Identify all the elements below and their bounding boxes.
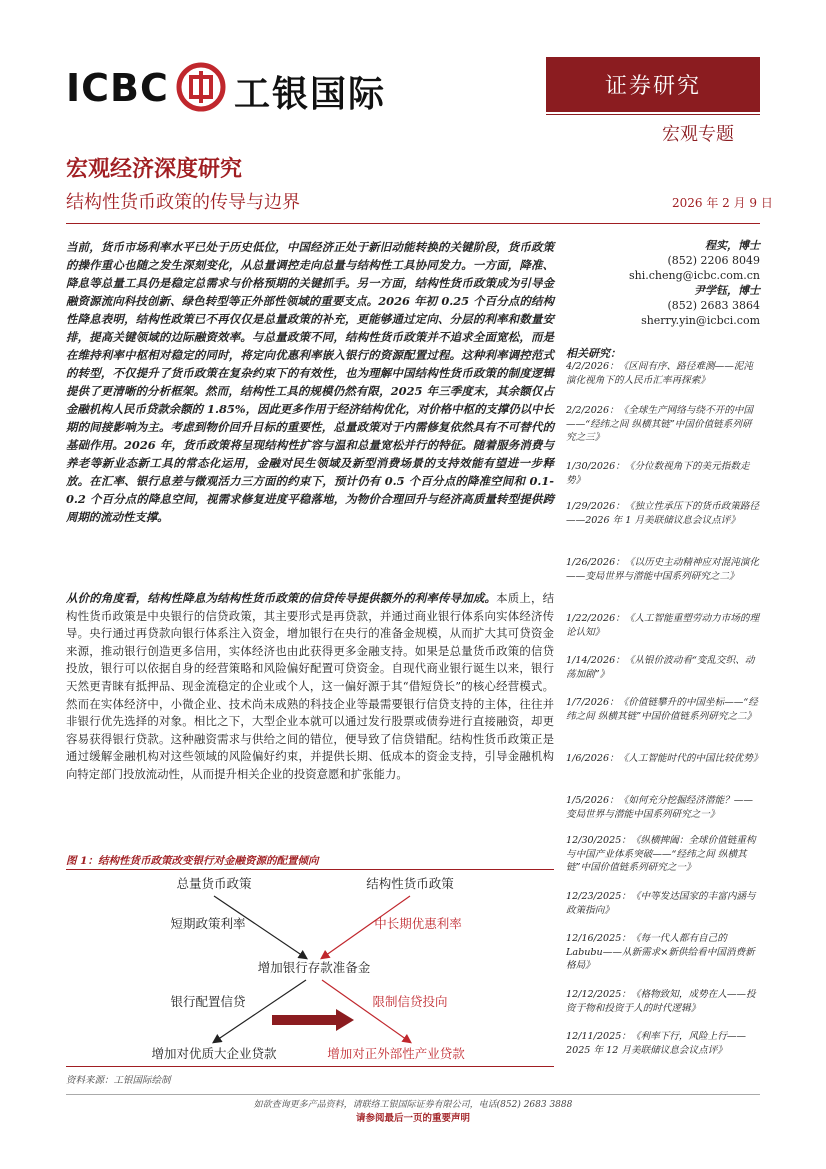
analyst-email[interactable]: sherry.yin@icbci.com [641,314,760,327]
figure-title: 图 1：结构性货币政策改变银行对金融资源的配置倾向 [66,855,319,867]
related-item[interactable]: 1/7/2026：《价值链攀升的中国坐标——“经纬之间 纵横其链”中国价值链系列研究之二》 [566,697,758,722]
node-total-policy: 总量货币政策 [176,876,252,891]
footer-contact: 如欲查询更多产品资料，请联络工银国际证券有限公司，电话(852) 2683 3888 [253,1100,573,1110]
related-title: 相关研究： [566,347,621,360]
related-item[interactable]: 4/2/2026：《区间有序、路径难测——泥沌演化视角下的人民币汇率再探索》 [566,361,753,386]
analyst-1 [566,238,760,283]
arrow-reserve-to-ext [322,980,410,1042]
related-item[interactable]: 12/23/2025：《中等发达国家的丰富内涵与政策指向》 [566,891,756,916]
figure-bottom-rule [66,1066,554,1067]
summary-paragraph: 当前，货币市场利率水平已处于历史低位，中国经济正处于新旧动能转换的关键阶段，货币政策的操作重心也随之发生深刻变化，从总量调控走向总量与结构性工具协同发力。一方面，降准、降息等总量工具仍是稳定总需求与价格预期的关键抓手。另一方面，结构性货币政策成为引导金融资源流向科技创新、绿色转型等正外部性领域的重要支点。2026 年初 0.25 个百分点的结构性降息表明，结构性政策已不再仅仅是总量政策的补充，更能够通过定向、分层的利率和数量安排，提高关键领域的边际融资效率。与总量政策不同，结构性货币政策并不追求全面宽松，而是在维持利率中枢相对稳定的同时，将定向优惠利率嵌入银行的资源配置过程。这种利率调控范式的转型，不仅提升了货币政策在复杂约束下的有效性，也为理解中国结构性货币政策的制度逻辑提供了更清晰的分析框架。然而，结构性工具的规模仍然有限，2025 年三季度末，其余额仅占金融机构人民币贷款余额的 1.85%，因此更多作用于经济结构优化，对价格中枢的支撑仍以中长期的间接影响为主。考虑到物价回升目标的重要性，总量政策对于内需修复依然具有不可替代的基础作用。2026 年，货币政策将呈现结构性扩容与温和总量宽松并行的特征。随着服务消费与养老等新业态新工具的常态化运用，金融对民生领域及新型消费场景的支持效能有望进一步释放。在汇率、银行息差与微观活力三方面的约束下，预计仍有 0.5 个百分点的降准空间和 0.1-0.2 个百分点的降息空间，视需求修复进度平稳落地，为物价合理回升与经济高质量转型提供跨周期的流动性支撑。 [66,240,554,524]
figure-source: 资料来源：工银国际绘制 [66,1075,171,1086]
related-item[interactable]: 1/26/2026：《以历史主动精神应对混沌演化——变局世界与潜能中国系列研究之二》 [566,557,760,582]
series-tag: 宏观专题 [662,124,734,145]
node-short-rate: 短期政策利率 [170,916,246,931]
node-reserve: 增加银行存款准备金 [257,960,371,975]
related-item[interactable]: 1/5/2026：《如何充分挖掘经济潜能？——变局世界与潜能中国系列研究之一》 [566,795,753,820]
body-paragraph [66,590,554,784]
analyst-2 [566,283,760,328]
category-banner: 证券研究 [546,57,760,112]
node-ext-loans: 增加对正外部性产业贷款 [327,1046,465,1061]
shift-arrow-icon [272,1009,354,1031]
related-item[interactable]: 1/30/2026：《分位数视角下的美元指数走势》 [566,461,750,486]
node-structural-policy: 结构性货币政策 [366,876,454,891]
related-item[interactable]: 12/12/2025：《格物致知，成势在人——投资于物和投资于人的时代逻辑》 [566,989,756,1014]
report-title: 宏观经济深度研究 [66,156,243,182]
footer-rule [66,1094,760,1095]
icbc-logo-cn: 工银国际 [234,74,387,115]
related-item[interactable]: 1/29/2026：《独立性承压下的货币政策路径——2026 年 1 月美联储议息会议点评》 [566,501,760,526]
analyst-email[interactable]: shi.cheng@icbc.com.cn [629,269,760,282]
related-item[interactable]: 12/11/2025：《利率下行，风险上行——2025 年 12 月美联储议息会议点评》 [566,1031,747,1056]
analyst-name: 程实，博士 [705,239,760,252]
body-lead: 从价的角度看，结构性降息为结构性货币政策的信贷传导提供额外的利率传导加成。 [66,591,497,605]
title-divider [66,223,760,224]
report-subtitle: 结构性货币政策的传导与边界 [66,192,300,213]
icbc-logo-text: ICBC [66,66,169,110]
banner-divider [546,114,760,115]
node-big-loans: 增加对优质大企业贷款 [151,1046,277,1061]
related-item[interactable]: 1/6/2026：《人工智能时代的中国比较优势》 [566,753,763,764]
related-item[interactable]: 1/22/2026：《人工智能重塑劳动力市场的理论认知》 [566,613,760,638]
footer-notice[interactable]: 请参阅最后一页的重要声明 [355,1113,470,1124]
node-limit-alloc: 限制信贷投向 [372,994,448,1009]
analyst-phone: (852) 2206 8049 [667,254,760,267]
node-long-rate: 中长期优惠利率 [374,916,462,931]
related-item[interactable]: 12/16/2025：《每一代人都有自己的 Labubu——从新需求×新供给看中国消费新格局》 [566,933,755,971]
analyst-name: 尹学钰，博士 [694,284,760,297]
node-bank-alloc: 银行配置信贷 [170,994,246,1009]
related-item[interactable]: 12/30/2025：《纵横捭阖：全球价值链重构与中国产业体系突破——“经纬之间 纵横其链”中国价值链系列研究之一》 [566,835,756,873]
arrow-reserve-to-big [214,980,306,1042]
related-item[interactable]: 1/14/2026：《从银价波动看“变乱交织、动荡加剧”》 [566,655,755,680]
report-date: 2026 年 2 月 9 日 [672,196,773,210]
icbc-seal-icon [176,62,226,112]
analyst-phone: (852) 2683 3864 [667,299,760,312]
related-item[interactable]: 2/2/2026：《全球生产网络与绕不开的中国——“经纬之间 纵横其链”中国价值链系列研究之三》 [566,405,753,443]
body-text: 本质上，结构性货币政策是中央银行的信贷政策，其主要形式是再贷款，并通过商业银行体系向实体经济传导。央行通过再贷款向银行体系注入资金，增加银行在央行的准备金规模，从而扩大其可贷资金来源，推动银行创造更多信用，实体经济也由此获得更多金融支持。如果是总量货币政策的信贷投放，银行可以依据自身的经营策略和风险偏好配置可贷资金。自现代商业银行诞生以来，银行天然更青睐有抵押品、现金流稳定的企业或个人，这一偏好源于其“借短贷长”的核心经营模式。然而在实体经济中，小微企业、技术尚未成熟的科技企业等最需要银行信贷支持的主体，往往并非银行优先选择的对象。相比之下，大型企业本就可以通过发行股票或债券进行直接融资，却更容易获得银行贷款。这种融资需求与供给之间的错位，便导致了信贷错配。结构性货币政策正是通过缓解金融机构对这些领域的风险偏好约束，并提供长期、低成本的资金支持，引导金融机构向特定部门投放流动性，从而提升相关企业的投资意愿和扩张能力。 [66,591,554,781]
policy-flow-diagram [66,870,554,1065]
